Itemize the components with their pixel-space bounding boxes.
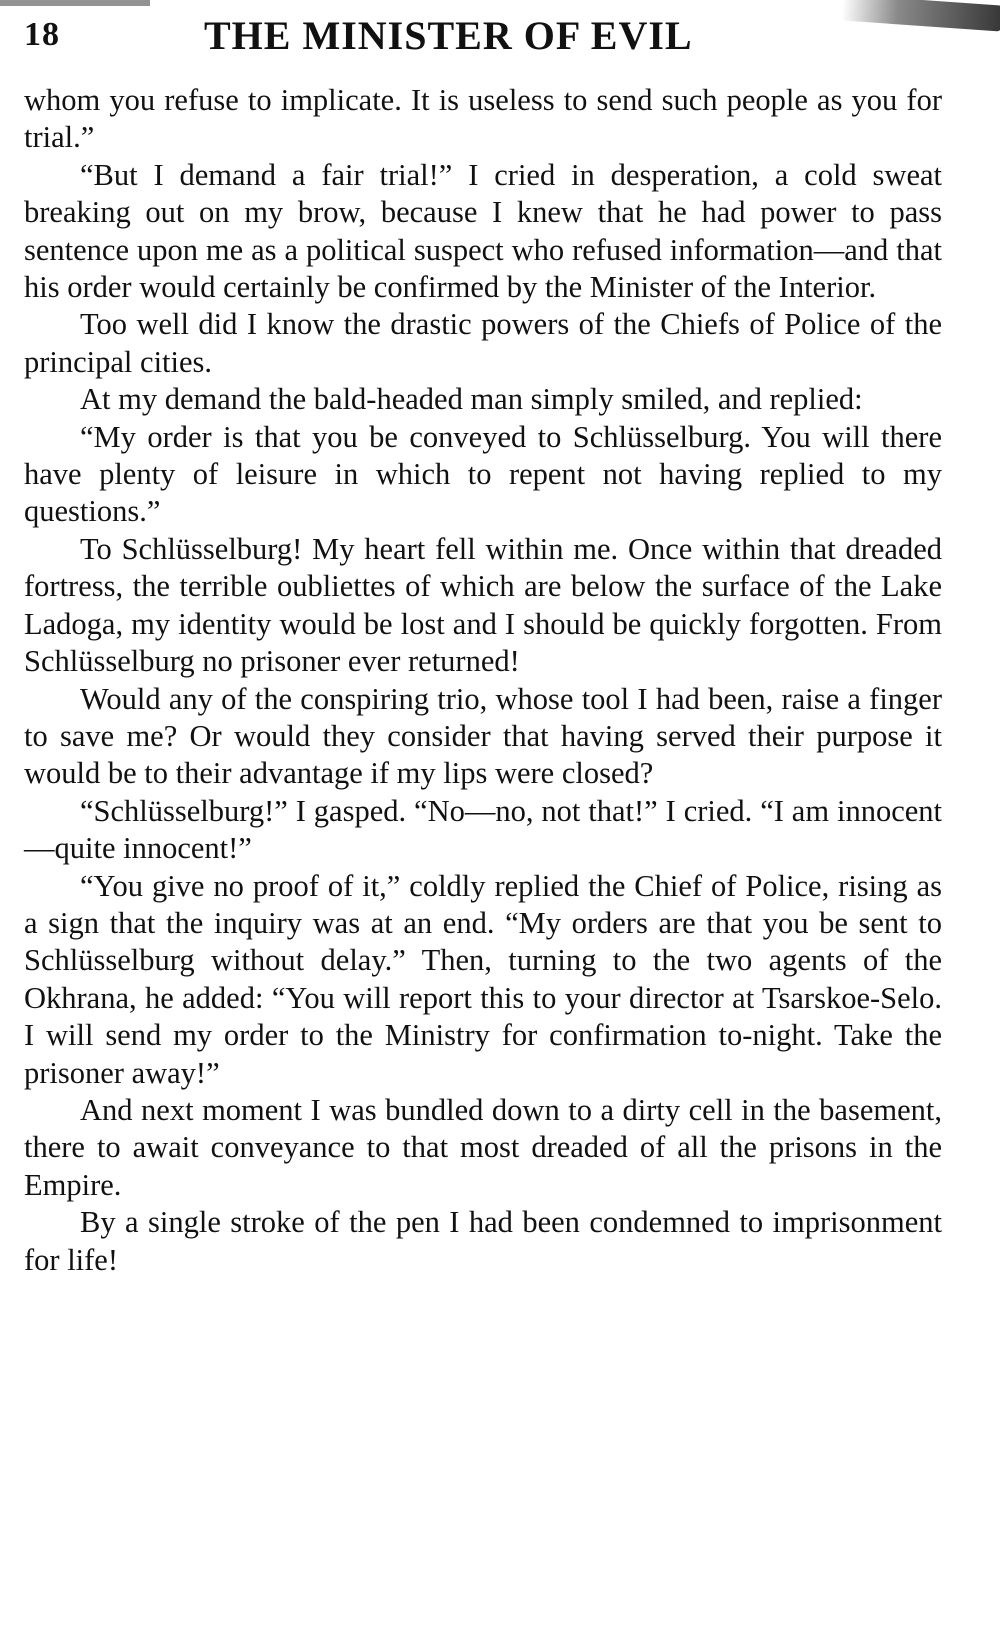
book-page: [24, 0, 942, 1647]
book-title: THE MINISTER OF EVIL: [204, 13, 693, 58]
paragraph: At my demand the bald-headed man simply smiled, and replied:: [80, 382, 863, 417]
paragraph: To Schlüsselburg! My heart fell within me. Once within that dreaded fortress, the terrible oubliettes of which are below the surface of the Lake Ladoga, my identity would be lost and I should be quickly forgotten. From Schlüsselburg no prisoner ever returned!: [24, 531, 942, 679]
paragraph: Would any of the conspiring trio, whose tool I had been, raise a finger to save me? Or would they consider that having served their purpose it would be to their advantage if my lips were closed?: [24, 681, 942, 791]
paragraph: whom you refuse to implicate. It is useless to send such people as you for trial.”: [24, 83, 942, 155]
paragraph: “You give no proof of it,” coldly replied the Chief of Police, rising as a sign that the inquiry was at an end. “My orders are that you be sent to Schlüsselburg without delay.” Then, turning to the two agents of the Okhrana, he added: “You will report this to your director at Tsarskoe-Selo. I will send my order to the Ministry for confirmation to-night. Take the prisoner away!”: [24, 868, 942, 1090]
page-number: 18: [24, 16, 60, 53]
scan-smudge-right: [841, 0, 1000, 32]
paragraph: “My order is that you be conveyed to Schlüsselburg. You will there have plenty of leisure in which to repent not having replied to my questions.”: [24, 419, 942, 529]
body-text: [24, 82, 942, 1279]
paragraph: “But I demand a fair trial!” I cried in desperation, a cold sweat breaking out on my brow, because I knew that he had power to pass sentence upon me as a political suspect who refused information—and that his order would certainly be confirmed by the Minister of the Interior.: [24, 157, 942, 305]
paragraph: Too well did I know the drastic powers of the Chiefs of Police of the principal cities.: [24, 307, 942, 379]
paragraph: “Schlüsselburg!” I gasped. “No—no, not that!” I cried. “I am innocent—quite innocent!”: [24, 793, 942, 866]
paragraph: And next moment I was bundled down to a dirty cell in the basement, there to await conveyance to that most dreaded of all the prisons in the Empire.: [24, 1092, 942, 1202]
paragraph: By a single stroke of the pen I had been condemned to imprisonment for life!: [24, 1205, 942, 1277]
running-head: [24, 0, 942, 72]
